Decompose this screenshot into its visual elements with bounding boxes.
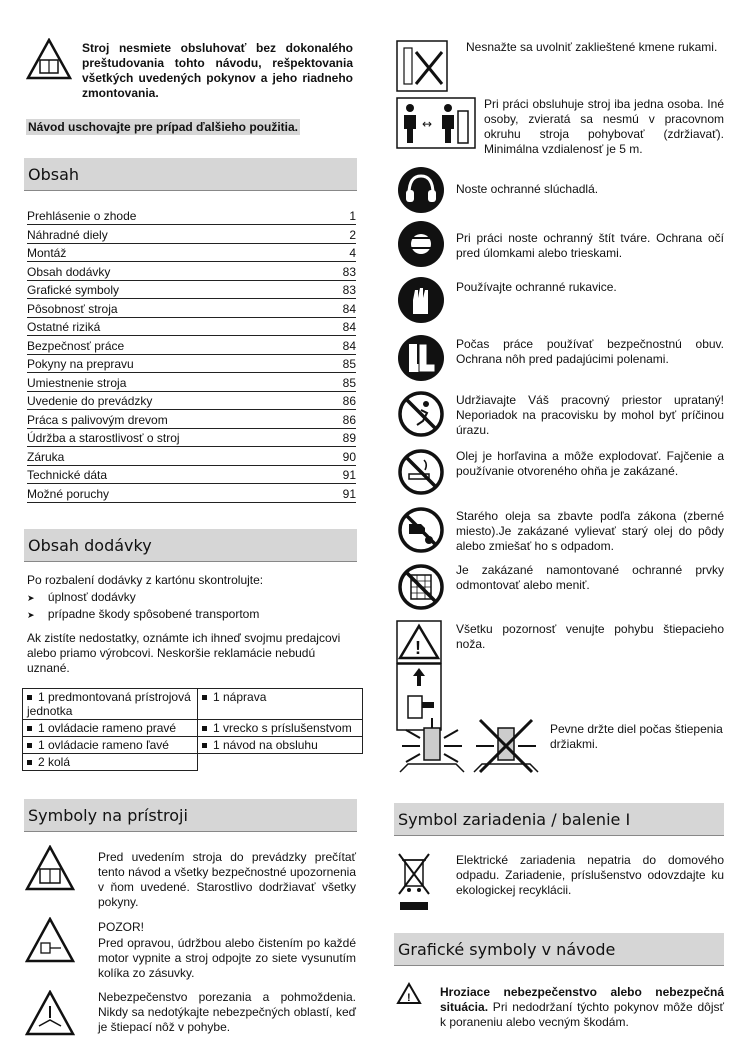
toc-item-page: 85: [342, 375, 356, 390]
toc-item-label: Grafické symboly: [27, 283, 120, 297]
toc-item-label: Náhradné diely: [27, 227, 108, 242]
toc-item-page: 84: [342, 301, 356, 316]
toc-item-label: Montáž: [27, 246, 67, 260]
table-row: 1 ovládacie rameno ľavé 1 návod na obsluhu: [23, 737, 363, 754]
svg-text:!: !: [415, 638, 421, 658]
symbol-text-4: Pri práci noste ochranný štít tváre. Ochrana očí pred úlomkami alebo trieskami.: [456, 231, 724, 260]
toc-heading: Obsah: [24, 158, 357, 191]
device-symbol-text: Elektrické zariadenia nepatria do domového odpadu. Zariadenie, príslušenstvo odovzdajte ku ekologickej recyklácii.: [456, 853, 724, 897]
toc-item: [27, 207, 356, 225]
toc-item-page: 83: [342, 283, 356, 297]
machine-symbol-caution: POZOR!: [98, 920, 145, 934]
symbol-text-6: Počas práce používať bezpečnostnú obuv. Ochrana nôh pred padajúcimi polenami.: [456, 337, 724, 366]
symbol-text-12: Pevne držte diel počas štiepenia držiakmi.: [550, 722, 723, 751]
toc-item-page: 86: [342, 412, 356, 427]
no-oil-dumping-icon: [397, 506, 445, 554]
crush-hand-warning-icon: [25, 990, 75, 1036]
toc-item-label: Pôsobnosť stroja: [27, 301, 118, 316]
toc-item-label: Prehlásenie o zhode: [27, 209, 137, 223]
toc-item-label: Uvedenie do prevádzky: [27, 394, 153, 408]
table-row: 1 ovládacie rameno pravé 1 vrecko s príslušenstvom: [23, 720, 363, 737]
symbol-text-8: Olej je horľavina a môže explodovať. Fajčenie a používanie otvoreného ohňa je zakázané.: [456, 449, 724, 478]
svg-text:↔: ↔: [422, 117, 433, 131]
warning-manual-icon: [26, 38, 72, 80]
machine-symbols-heading: Symboly na prístroji: [24, 799, 357, 832]
toc-item: [27, 448, 356, 466]
no-clutter-icon: [397, 390, 445, 438]
toc-item: [27, 411, 356, 429]
toc-item-page: 85: [342, 357, 356, 371]
no-hands-log-icon: [396, 40, 448, 92]
table-row: 1 predmontovaná prístrojová jednotka 1 náprava: [23, 689, 363, 720]
hazard-warning-icon: [396, 982, 422, 1005]
machine-symbol-text-1: Pred uvedením stroja do prevádzky prečítať tento návod a všetky bezpečnostné upozornenia v ňom uvedené. Starostlivo dodržiavať všetky pokyny.: [98, 850, 356, 909]
weee-bin-icon: [397, 850, 431, 912]
device-symbol-heading: Symbol zariadenia / balenie I: [394, 803, 724, 836]
toc-item-label: Práca s palivovým drevom: [27, 412, 168, 427]
toc-item: [27, 337, 356, 355]
toc-item-page: 90: [342, 449, 356, 464]
toc-item: [27, 392, 356, 410]
toc-item-page: 86: [342, 394, 356, 408]
symbol-text-11: Všetku pozornosť venujte pohybu štiepacieho noža.: [456, 622, 724, 651]
machine-symbol-text-2: Pred opravou, údržbou alebo čistením po každé motor vypnite a stroj odpojte zo siete vysunutím kolíka zo zásuvky.: [98, 936, 356, 980]
toc-item: [27, 226, 356, 244]
toc-item-label: Bezpečnosť práce: [27, 338, 125, 353]
symbol-text-7: Udržiavajte Váš pracovný priestor uprataný! Neporiadok na pracovisku by mohol byť príčinou úrazu.: [456, 393, 724, 437]
toc-item-page: 84: [342, 338, 356, 353]
toc-item-label: Ostatné riziká: [27, 320, 101, 334]
toc-item-page: 1: [349, 209, 356, 223]
intro-keep-note: Návod uschovajte pre prípad ďalšieho použitia.: [28, 120, 299, 134]
toc-item: [27, 318, 356, 336]
svg-text:!: !: [407, 992, 411, 1004]
toc-item: [27, 244, 356, 262]
toc-item-page: 91: [342, 486, 356, 501]
safety-boots-icon: [397, 334, 445, 382]
symbol-text-5: Používajte ochranné rukavice.: [456, 280, 617, 294]
toc-item-label: Údržba a starostlivosť o stroj: [27, 431, 180, 445]
one-operator-icon: [396, 97, 476, 149]
toc-item-label: Možné poruchy: [27, 486, 110, 501]
symbol-text-1: Nesnažte sa uvolniť zaklieštené kmene rukami.: [466, 40, 718, 54]
table-row: 2 kolá: [23, 754, 363, 771]
toc-item-page: 89: [342, 431, 356, 445]
delivery-table: [22, 688, 363, 771]
toc-item-label: Záruka: [27, 449, 65, 464]
toc-item-page: 4: [349, 246, 356, 260]
gloves-icon: [397, 276, 445, 324]
symbol-text-9: Starého oleja sa zbavte podľa zákona (zberné miesto).Je zakázané vylievať starý olej do pôdy alebo zmiešať ho s odpadom.: [456, 509, 724, 553]
toc-item-label: Pokyny na prepravu: [27, 357, 134, 371]
intro-warning: Stroj nesmiete obsluhovať bez dokonalého preštudovania tohto návodu, rešpektovania všetkých uvedených pokynov a jeho riadneho zmontovania.: [82, 41, 353, 100]
symbol-text-2: Pri práci obsluhuje stroj iba jedna osoba. Iné osoby, zvieratá sa nesmú v pracovnom okruhu stroja pohybovať (zdržiavať). Minimálna vzdialenosť je 5 m.: [484, 97, 724, 156]
hold-log-allowed-icon: [398, 716, 466, 776]
toc-item-page: 84: [342, 320, 356, 334]
delivery-heading: Obsah dodávky: [24, 529, 357, 562]
toc-item: [27, 263, 356, 281]
toc-item: [27, 355, 356, 373]
delivery-note: Ak zistíte nedostatky, oznámte ich ihneď svojmu predajcovi alebo priamo výrobcovi. Neskoršie reklamácie nebudú uznané.: [27, 631, 341, 675]
no-guard-removal-icon: [397, 563, 445, 611]
ear-protection-icon: [397, 166, 445, 214]
toc-item: [27, 374, 356, 392]
toc-item: [27, 429, 356, 447]
delivery-check-2: ➤ prípadne škody spôsobené transportom: [27, 607, 260, 621]
toc-item: [27, 466, 356, 484]
symbol-text-3: Noste ochranné slúchadlá.: [456, 182, 599, 196]
no-smoking-fire-icon: [397, 448, 445, 496]
toc-item-page: 91: [342, 468, 356, 482]
unplug-warning-icon: [25, 917, 75, 963]
symbol-text-10: Je zakázané namontované ochranné prvky odmontovať alebo meniť.: [456, 563, 724, 592]
hold-log-forbidden-icon: [472, 716, 540, 776]
toc-item-label: Technické dáta: [27, 468, 108, 482]
toc-item: [27, 485, 356, 503]
delivery-intro: Po rozbalení dodávky z kartónu skontrolujte:: [27, 573, 264, 587]
machine-symbol-text-3: Nebezpečenstvo porezania a pohmoždenia. Nikdy sa nedotýkajte nebezpečných oblastí, keď je štiepací nôž v pohybe.: [98, 990, 356, 1034]
read-manual-warning-icon: [25, 845, 75, 891]
toc-item: [27, 281, 356, 299]
toc-item-page: 83: [342, 264, 356, 279]
delivery-check-1: ➤ úplnosť dodávky: [27, 590, 136, 604]
face-shield-icon: [397, 220, 445, 268]
graphic-symbol-text: Hroziace nebezpečenstvo alebo nebezpečná situácia. Pri nedodržaní týchto pokynov môže dôjsť k poraneniu alebo vecným škodám.: [440, 985, 724, 1029]
toc-item-label: Umiestnenie stroja: [27, 375, 127, 390]
graphic-symbols-heading: Grafické symboly v návode: [394, 933, 724, 966]
toc-item-page: 2: [349, 227, 356, 242]
toc-item-label: Obsah dodávky: [27, 264, 111, 279]
toc-item: [27, 300, 356, 318]
